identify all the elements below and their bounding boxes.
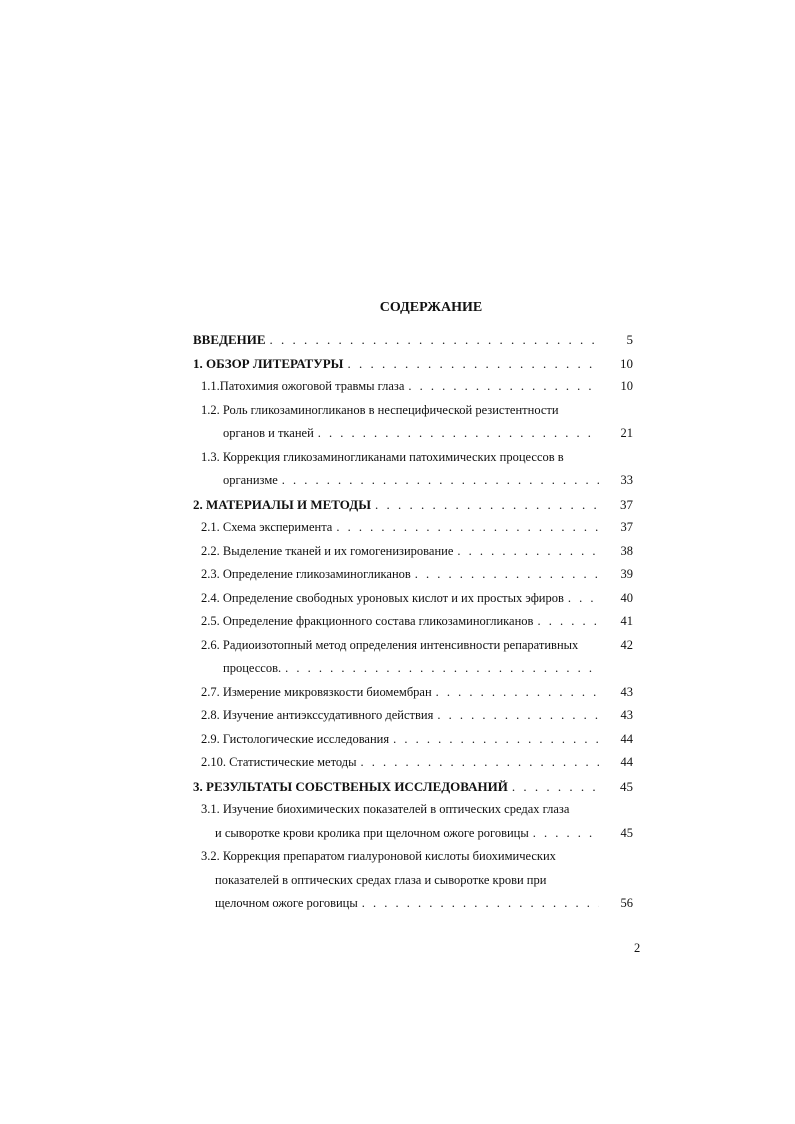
toc-entry-label: 2.8. Изучение антиэкссудативного действия [201, 708, 434, 722]
dot-leader [270, 328, 599, 352]
toc-entry-label: 3.2. Коррекция препаратом гиалуроновой кислоты биохимических [201, 849, 556, 863]
toc-entry-label: 3. РЕЗУЛЬТАТЫ СОБСТВЕНЫХ ИССЛЕДОВАНИЙ [193, 778, 508, 794]
toc-entry-2-9[interactable] [193, 728, 633, 752]
toc-page-number: 10 [620, 355, 633, 371]
toc-entry-2-2[interactable] [193, 540, 633, 564]
toc-page-number: 10 [620, 379, 633, 393]
toc-entry-2-5[interactable] [193, 610, 633, 634]
toc-entry-label: 2. МАТЕРИАЛЫ И МЕТОДЫ [193, 496, 371, 512]
toc-page-number: 38 [620, 543, 633, 558]
toc-entry-2-6-line1[interactable] [193, 634, 633, 658]
dot-leader [415, 563, 599, 587]
toc-entry-3-1-line1[interactable] [193, 798, 633, 822]
toc-page-number: 42 [620, 637, 633, 652]
toc-entry-2-10[interactable] [193, 751, 633, 775]
dot-leader [362, 892, 599, 916]
toc-page-number: 44 [620, 731, 633, 746]
dot-leader [457, 540, 599, 564]
dot-leader [361, 751, 599, 775]
toc-entry-1-2-line1[interactable] [193, 399, 633, 423]
toc-page-number: 39 [620, 567, 633, 581]
dot-leader [533, 822, 599, 846]
toc-page-number: 45 [620, 825, 633, 840]
toc-entry-label: 2.4. Определение свободных уроновых кислот и их простых эфиров [201, 590, 564, 605]
dot-leader [347, 352, 599, 376]
page-number: 2 [634, 941, 641, 955]
dot-leader [318, 422, 599, 446]
toc-entry-label: организме [223, 473, 278, 487]
dot-leader [285, 657, 599, 681]
toc-entry-label: щелочном ожоге роговицы [215, 896, 358, 910]
toc-entry-label: 2.6. Радиоизотопный метод определения интенсивности репаративных [201, 637, 579, 652]
toc-entry-1-3-line1[interactable] [193, 446, 633, 470]
dot-leader [512, 775, 599, 799]
toc-page-number: 40 [620, 590, 633, 605]
toc-entry-2-1[interactable] [193, 516, 633, 540]
toc-entry-label: 2.3. Определение гликозаминогликанов [201, 567, 411, 581]
toc-entry-2-6-line2[interactable] [193, 657, 633, 681]
toc-entry-intro[interactable] [193, 328, 633, 352]
dot-leader [282, 469, 599, 493]
toc-page-number: 21 [620, 426, 633, 440]
dot-leader [336, 516, 599, 540]
dot-leader [408, 375, 599, 399]
toc-entry-2-3[interactable] [193, 563, 633, 587]
toc-page-number: 37 [620, 520, 633, 534]
dot-leader [375, 493, 599, 517]
table-of-contents [193, 300, 633, 916]
toc-page-number: 37 [620, 496, 633, 512]
toc-entry-label: 1. ОБЗОР ЛИТЕРАТУРЫ [193, 355, 344, 371]
toc-entry-label: 2.9. Гистологические исследования [201, 731, 390, 746]
toc-entry-section-1[interactable] [193, 352, 633, 376]
dot-leader [436, 681, 599, 705]
toc-entry-label: 2.7. Измерение микровязкости биомембран [201, 684, 432, 699]
toc-entry-label: 2.5. Определение фракционного состава гликозаминогликанов [201, 614, 534, 628]
toc-page-number: 43 [620, 684, 633, 699]
toc-entry-label: 1.1.Патохимия ожоговой травмы глаза [201, 379, 405, 393]
toc-entry-3-2-line3[interactable] [193, 892, 633, 916]
toc-entry-label: 2.1. Схема эксперимента [201, 520, 333, 534]
toc-entry-label: ВВЕДЕНИЕ [193, 332, 266, 347]
toc-title: СОДЕРЖАНИЕ [379, 300, 483, 315]
toc-page-number: 45 [620, 778, 633, 794]
toc-entry-label: и сыворотке крови кролика при щелочном ожоге роговицы [215, 825, 529, 840]
toc-page-number: 33 [620, 473, 633, 487]
dot-leader [437, 704, 599, 728]
toc-entry-section-2[interactable] [193, 493, 633, 517]
toc-entry-label: 2.10. Статистические методы [201, 755, 357, 769]
toc-entry-section-3[interactable] [193, 775, 633, 799]
toc-entry-3-2-line2[interactable] [193, 869, 633, 893]
toc-page-number: 44 [620, 755, 633, 769]
toc-entry-1-3-line2[interactable] [193, 469, 633, 493]
toc-entry-1-1[interactable] [193, 375, 633, 399]
toc-entry-label: 2.2. Выделение тканей и их гомогенизирование [201, 543, 454, 558]
toc-page-number: 43 [620, 708, 633, 722]
toc-page-number: 56 [620, 896, 633, 910]
dot-leader [393, 728, 599, 752]
dot-leader [568, 587, 599, 611]
toc-entry-2-4[interactable] [193, 587, 633, 611]
toc-entry-3-1-line2[interactable] [193, 822, 633, 846]
toc-entry-label: процессов. [223, 661, 282, 675]
dot-leader [537, 610, 599, 634]
toc-entry-2-8[interactable] [193, 704, 633, 728]
toc-page-number: 5 [626, 332, 633, 347]
toc-page-number: 41 [620, 614, 633, 628]
toc-entry-1-2-line2[interactable] [193, 422, 633, 446]
toc-entry-2-7[interactable] [193, 681, 633, 705]
toc-entry-3-2-line1[interactable] [193, 845, 633, 869]
toc-entry-label: показателей в оптических средах глаза и сыворотке крови при [215, 872, 547, 887]
toc-entry-label: органов и тканей [223, 426, 314, 440]
toc-entry-label: 1.3. Коррекция гликозаминогликанами патохимических процессов в [201, 449, 564, 464]
toc-entry-label: 1.2. Роль гликозаминогликанов в неспецифической резистентности [201, 402, 559, 417]
toc-entry-label: 3.1. Изучение биохимических показателей в оптических средах глаза [201, 802, 570, 816]
